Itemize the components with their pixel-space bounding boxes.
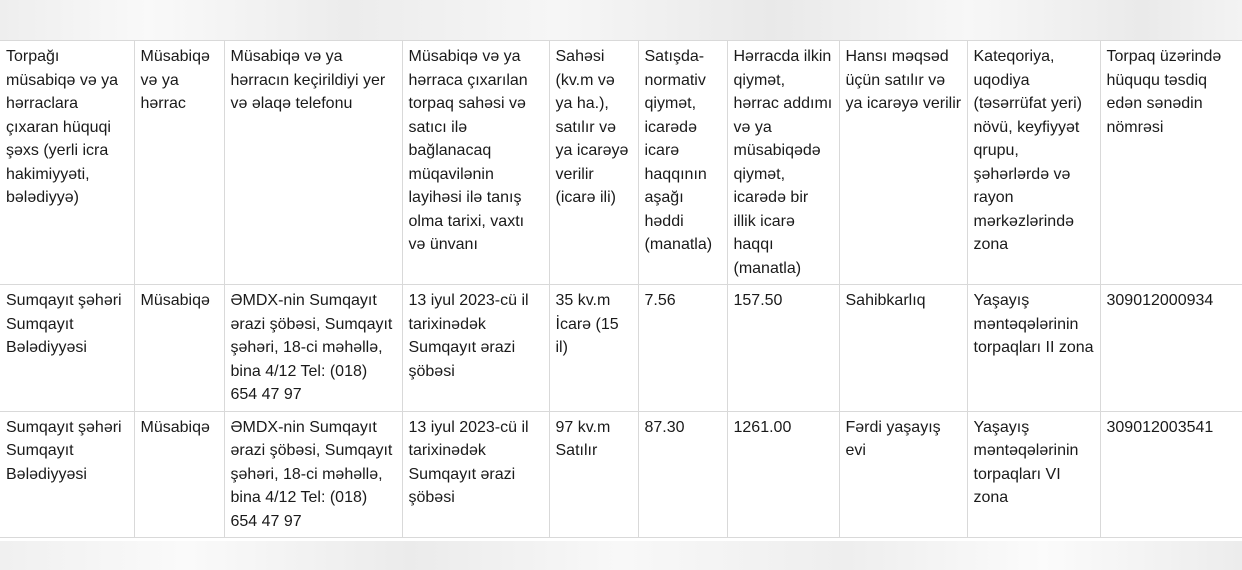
table-cell: 7.56 bbox=[638, 285, 727, 412]
header-cell: Satışda-normativ qiymət, icarədə icarə haqqının aşağı həddi (manatla) bbox=[638, 41, 727, 285]
table-cell: Yaşayış məntəqələrinin torpaqları II zona bbox=[967, 285, 1100, 412]
table-cell: 13 iyul 2023-cü il tarixinədək Sumqayıt ərazi şöbəsi bbox=[402, 285, 549, 412]
header-cell: Müsabiqə və ya hərrac bbox=[134, 41, 224, 285]
table-cell: 35 kv.m İcarə (15 il) bbox=[549, 285, 638, 412]
header-cell: Sahəsi (kv.m və ya ha.), satılır və ya icarəyə verilir (icarə ili) bbox=[549, 41, 638, 285]
table-cell: Fərdi yaşayış evi bbox=[839, 411, 967, 538]
table-row bbox=[0, 411, 1242, 538]
table-cell: 309012000934 bbox=[1100, 285, 1242, 412]
top-background-band bbox=[0, 0, 1242, 40]
land-auction-table bbox=[0, 40, 1242, 538]
header-cell: Kateqoriya, uqodiya (təsərrüfat yeri) növü, keyfiyyət qrupu, şəhərlərdə və rayon mərkəzlərində zona bbox=[967, 41, 1100, 285]
table-cell: Müsabiqə bbox=[134, 285, 224, 412]
header-cell: Müsabiqə və ya hərracın keçirildiyi yer və əlaqə telefonu bbox=[224, 41, 402, 285]
table-row bbox=[0, 285, 1242, 412]
table-cell: Sumqayıt şəhəri Sumqayıt Bələdiyyəsi bbox=[0, 285, 134, 412]
table-cell: 309012003541 bbox=[1100, 411, 1242, 538]
header-cell: Müsabiqə və ya hərraca çıxarılan torpaq sahəsi və satıcı ilə bağlanacaq müqavilənin layihəsi ilə tanış olma tarixi, vaxtı və ünvanı bbox=[402, 41, 549, 285]
header-cell: Torpağı müsabiqə və ya hərraclara çıxaran hüquqi şəxs (yerli icra hakimiyyəti, bələdiyyə) bbox=[0, 41, 134, 285]
table-cell: 157.50 bbox=[727, 285, 839, 412]
table-cell: Yaşayış məntəqələrinin torpaqları VI zona bbox=[967, 411, 1100, 538]
header-cell: Hansı məqsəd üçün satılır və ya icarəyə verilir bbox=[839, 41, 967, 285]
table-cell: Sahibkarlıq bbox=[839, 285, 967, 412]
table-cell: 97 kv.m Satılır bbox=[549, 411, 638, 538]
header-cell: Torpaq üzərində hüququ təsdiq edən sənədin nömrəsi bbox=[1100, 41, 1242, 285]
header-cell: Hərracda ilkin qiymət, hərrac addımı və ya müsabiqədə qiymət, icarədə bir illik icarə haqqı (manatla) bbox=[727, 41, 839, 285]
table-cell: Müsabiqə bbox=[134, 411, 224, 538]
table-header-row bbox=[0, 41, 1242, 285]
table-cell: 87.30 bbox=[638, 411, 727, 538]
table-cell: ƏMDX-nin Sumqayıt ərazi şöbəsi, Sumqayıt şəhəri, 18-ci məhəllə, bina 4/12 Tel: (018) 654 47 97 bbox=[224, 411, 402, 538]
table-cell: ƏMDX-nin Sumqayıt ərazi şöbəsi, Sumqayıt şəhəri, 18-ci məhəllə, bina 4/12 Tel: (018) 654 47 97 bbox=[224, 285, 402, 412]
table-cell: 1261.00 bbox=[727, 411, 839, 538]
table-cell: 13 iyul 2023-cü il tarixinədək Sumqayıt ərazi şöbəsi bbox=[402, 411, 549, 538]
bottom-background-band bbox=[0, 541, 1242, 570]
table-cell: Sumqayıt şəhəri Sumqayıt Bələdiyyəsi bbox=[0, 411, 134, 538]
